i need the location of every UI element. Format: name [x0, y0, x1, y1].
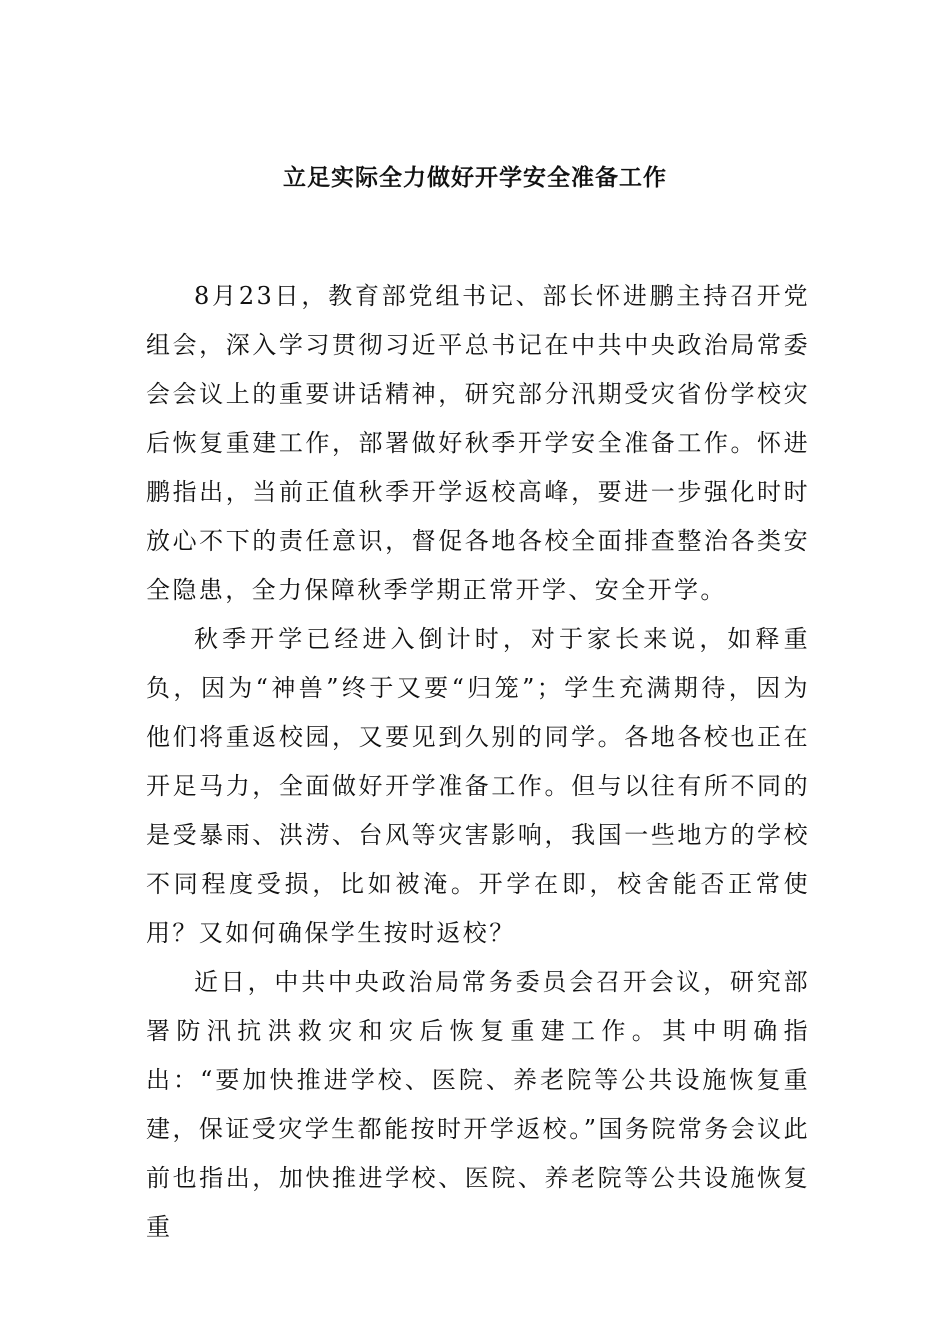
document-body — [146, 272, 810, 1252]
paragraph-1: 8月23日，教育部党组书记、部长怀进鹏主持召开党组会，深入学习贯彻习近平总书记在中共中央政治局常委会会议上的重要讲话精神，研究部分汛期受灾省份学校灾后恢复重建工作，部署做好秋季开学安全准备工作。怀进鹏指出，当前正值秋季开学返校高峰，要进一步强化时时放心不下的责任意识，督促各地各校全面排查整治各类安全隐患，全力保障秋季学期正常开学、安全开学。 — [146, 282, 810, 604]
paragraph-3: 近日，中共中央政治局常务委员会召开会议，研究部署防汛抗洪救灾和灾后恢复重建工作。其中明确指出：“要加快推进学校、医院、养老院等公共设施恢复重建，保证受灾学生都能按时开学返校。”国务院常务会议此前也指出，加快推进学校、医院、养老院等公共设施恢复重 — [146, 968, 810, 1241]
paragraph-2: 秋季开学已经进入倒计时，对于家长来说，如释重负，因为“神兽”终于又要“归笼”；学生充满期待，因为他们将重返校园，又要见到久别的同学。各地各校也正在开足马力，全面做好开学准备工作。但与以往有所不同的是受暴雨、洪涝、台风等灾害影响，我国一些地方的学校不同程度受损，比如被淹。开学在即，校舍能否正常使用？又如何确保学生按时返校？ — [146, 625, 810, 947]
document-title: 立足实际全力做好开学安全准备工作 — [283, 164, 667, 191]
